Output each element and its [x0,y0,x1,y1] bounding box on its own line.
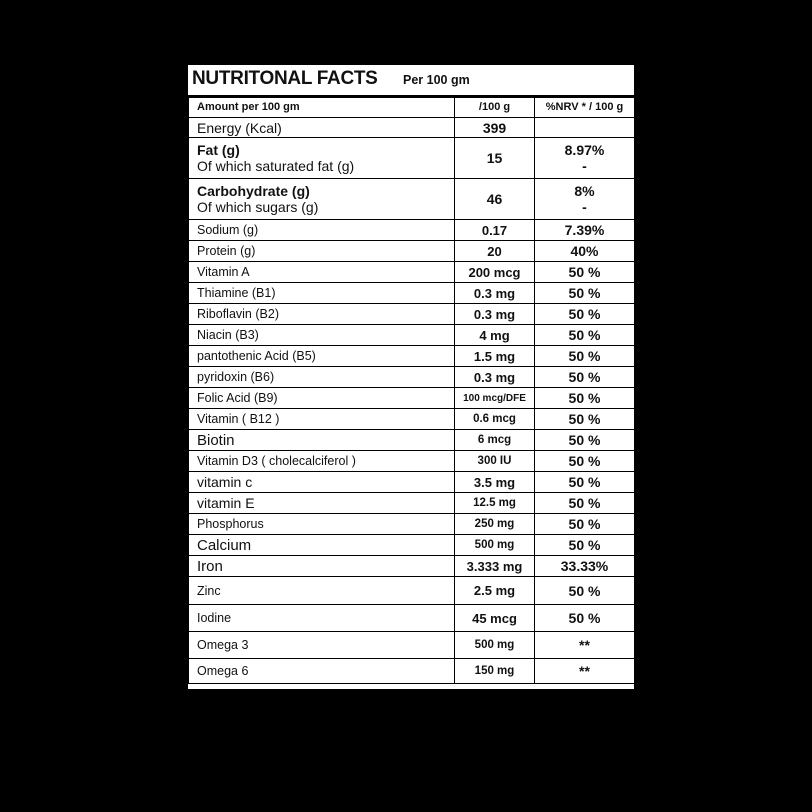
nutrient-nrv: 50 % [535,367,635,388]
nutrient-value: 0.17 [455,220,535,241]
nutrient-name: pyridoxin (B6) [189,367,455,388]
table-row [189,283,635,304]
table-row [189,304,635,325]
nutrient-value: 0.3 mg [455,283,535,304]
nutrient-value: 100 mcg/DFE [455,388,535,409]
nutrient-value: 12.5 mg [455,493,535,514]
nutrient-value: 1.5 mg [455,346,535,367]
nutrient-value: 6 mcg [455,430,535,451]
nutrient-nrv: 50 % [535,577,635,605]
nutrient-value: 20 [455,241,535,262]
table-row [189,241,635,262]
nutrient-name: vitamin c [189,472,455,493]
nutrient-value: 2.5 mg [455,577,535,605]
nutrient-name: Energy (Kcal) [189,118,455,138]
table-row [189,325,635,346]
nutrient-name: Vitamin D3 ( cholecalciferol ) [189,451,455,472]
nutrient-name: Zinc [189,577,455,605]
nutrient-nrv: ** [535,659,635,684]
nutrient-nrv: 50 % [535,514,635,535]
table-row [189,388,635,409]
nutrient-nrv: 50 % [535,325,635,346]
nutrient-nrv: 50 % [535,409,635,430]
nutrition-facts-panel [186,63,636,691]
table-row [189,556,635,577]
nutrient-value: 500 mg [455,535,535,556]
table-row [189,179,635,220]
nutrient-name: Fat (g) [197,142,240,158]
nutrient-nrv-sub: - [582,158,587,174]
nutrient-nrv: 50 % [535,472,635,493]
nutrient-name: Omega 3 [189,632,455,659]
nutrient-name-cell [189,179,455,220]
nutrient-value: 399 [455,118,535,138]
table-row [189,346,635,367]
nutrient-nrv: 50 % [535,605,635,632]
nutrient-nrv: 33.33% [535,556,635,577]
nutrient-name: Folic Acid (B9) [189,388,455,409]
nutrient-value: 0.3 mg [455,304,535,325]
table-row [189,138,635,179]
table-row [189,430,635,451]
table-row [189,118,635,138]
table-row [189,493,635,514]
title-row [188,65,634,98]
nutrient-name: Vitamin ( B12 ) [189,409,455,430]
nutrient-nrv: 50 % [535,535,635,556]
nutrient-nrv: 50 % [535,304,635,325]
table-row [189,632,635,659]
table-row [189,535,635,556]
nutrient-nrv: 50 % [535,262,635,283]
nutrient-name: Protein (g) [189,241,455,262]
nutrient-nrv: 7.39% [535,220,635,241]
nutrient-value: 0.6 mcg [455,409,535,430]
nutrient-value: 15 [455,138,535,179]
nutrient-nrv: 50 % [535,451,635,472]
header-nrv: %NRV * / 100 g [535,97,635,118]
table-row [189,514,635,535]
nutrient-nrv: 40% [535,241,635,262]
nutrient-subname: Of which sugars (g) [197,199,319,215]
nutrient-nrv: 50 % [535,283,635,304]
page-title: NUTRITONAL FACTS [192,68,378,89]
nutrient-nrv: 8% [574,183,595,199]
nutrient-name-cell [189,138,455,179]
table-row [189,472,635,493]
nutrient-value: 3.333 mg [455,556,535,577]
nutrient-value: 300 IU [455,451,535,472]
nutrient-name: Vitamin A [189,262,455,283]
table-header-row [189,97,635,118]
nutrient-name: vitamin E [189,493,455,514]
nutrient-nrv: 50 % [535,493,635,514]
nutrient-nrv-sub: - [582,199,587,215]
nutrient-name: Niacin (B3) [189,325,455,346]
nutrient-nrv: ** [535,632,635,659]
nutrient-nrv-cell [535,179,635,220]
nutrient-name: Iodine [189,605,455,632]
table-row [189,605,635,632]
nutrient-value: 4 mg [455,325,535,346]
nutrient-subname: Of which saturated fat (g) [197,158,355,174]
nutrient-name: Riboflavin (B2) [189,304,455,325]
nutrient-value: 3.5 mg [455,472,535,493]
header-item: Amount per 100 gm [189,97,455,118]
nutrient-name: Phosphorus [189,514,455,535]
nutrient-name: pantothenic Acid (B5) [189,346,455,367]
nutrient-name: Thiamine (B1) [189,283,455,304]
table-row [189,367,635,388]
nutrient-name: Omega 6 [189,659,455,684]
nutrition-table [188,96,635,684]
nutrient-nrv: 50 % [535,430,635,451]
table-row [189,409,635,430]
table-row [189,451,635,472]
nutrient-nrv-cell [535,138,635,179]
nutrient-nrv [535,118,635,138]
table-row [189,659,635,684]
nutrient-name: Calcium [189,535,455,556]
nutrient-value: 150 mg [455,659,535,684]
nutrient-name: Iron [189,556,455,577]
table-row [189,220,635,241]
nutrient-name: Carbohydrate (g) [197,183,310,199]
header-per100: /100 g [455,97,535,118]
nutrient-nrv: 50 % [535,388,635,409]
nutrient-value: 45 mcg [455,605,535,632]
table-row [189,577,635,605]
nutrient-value: 500 mg [455,632,535,659]
table-row [189,262,635,283]
nutrient-value: 250 mg [455,514,535,535]
nutrient-name: Sodium (g) [189,220,455,241]
nutrient-name: Biotin [189,430,455,451]
nutrient-nrv: 50 % [535,346,635,367]
nutrient-value: 46 [455,179,535,220]
nutrient-nrv: 8.97% [564,142,605,158]
nutrient-value: 200 mcg [455,262,535,283]
page-subtitle: Per 100 gm [403,73,470,87]
nutrient-value: 0.3 mg [455,367,535,388]
